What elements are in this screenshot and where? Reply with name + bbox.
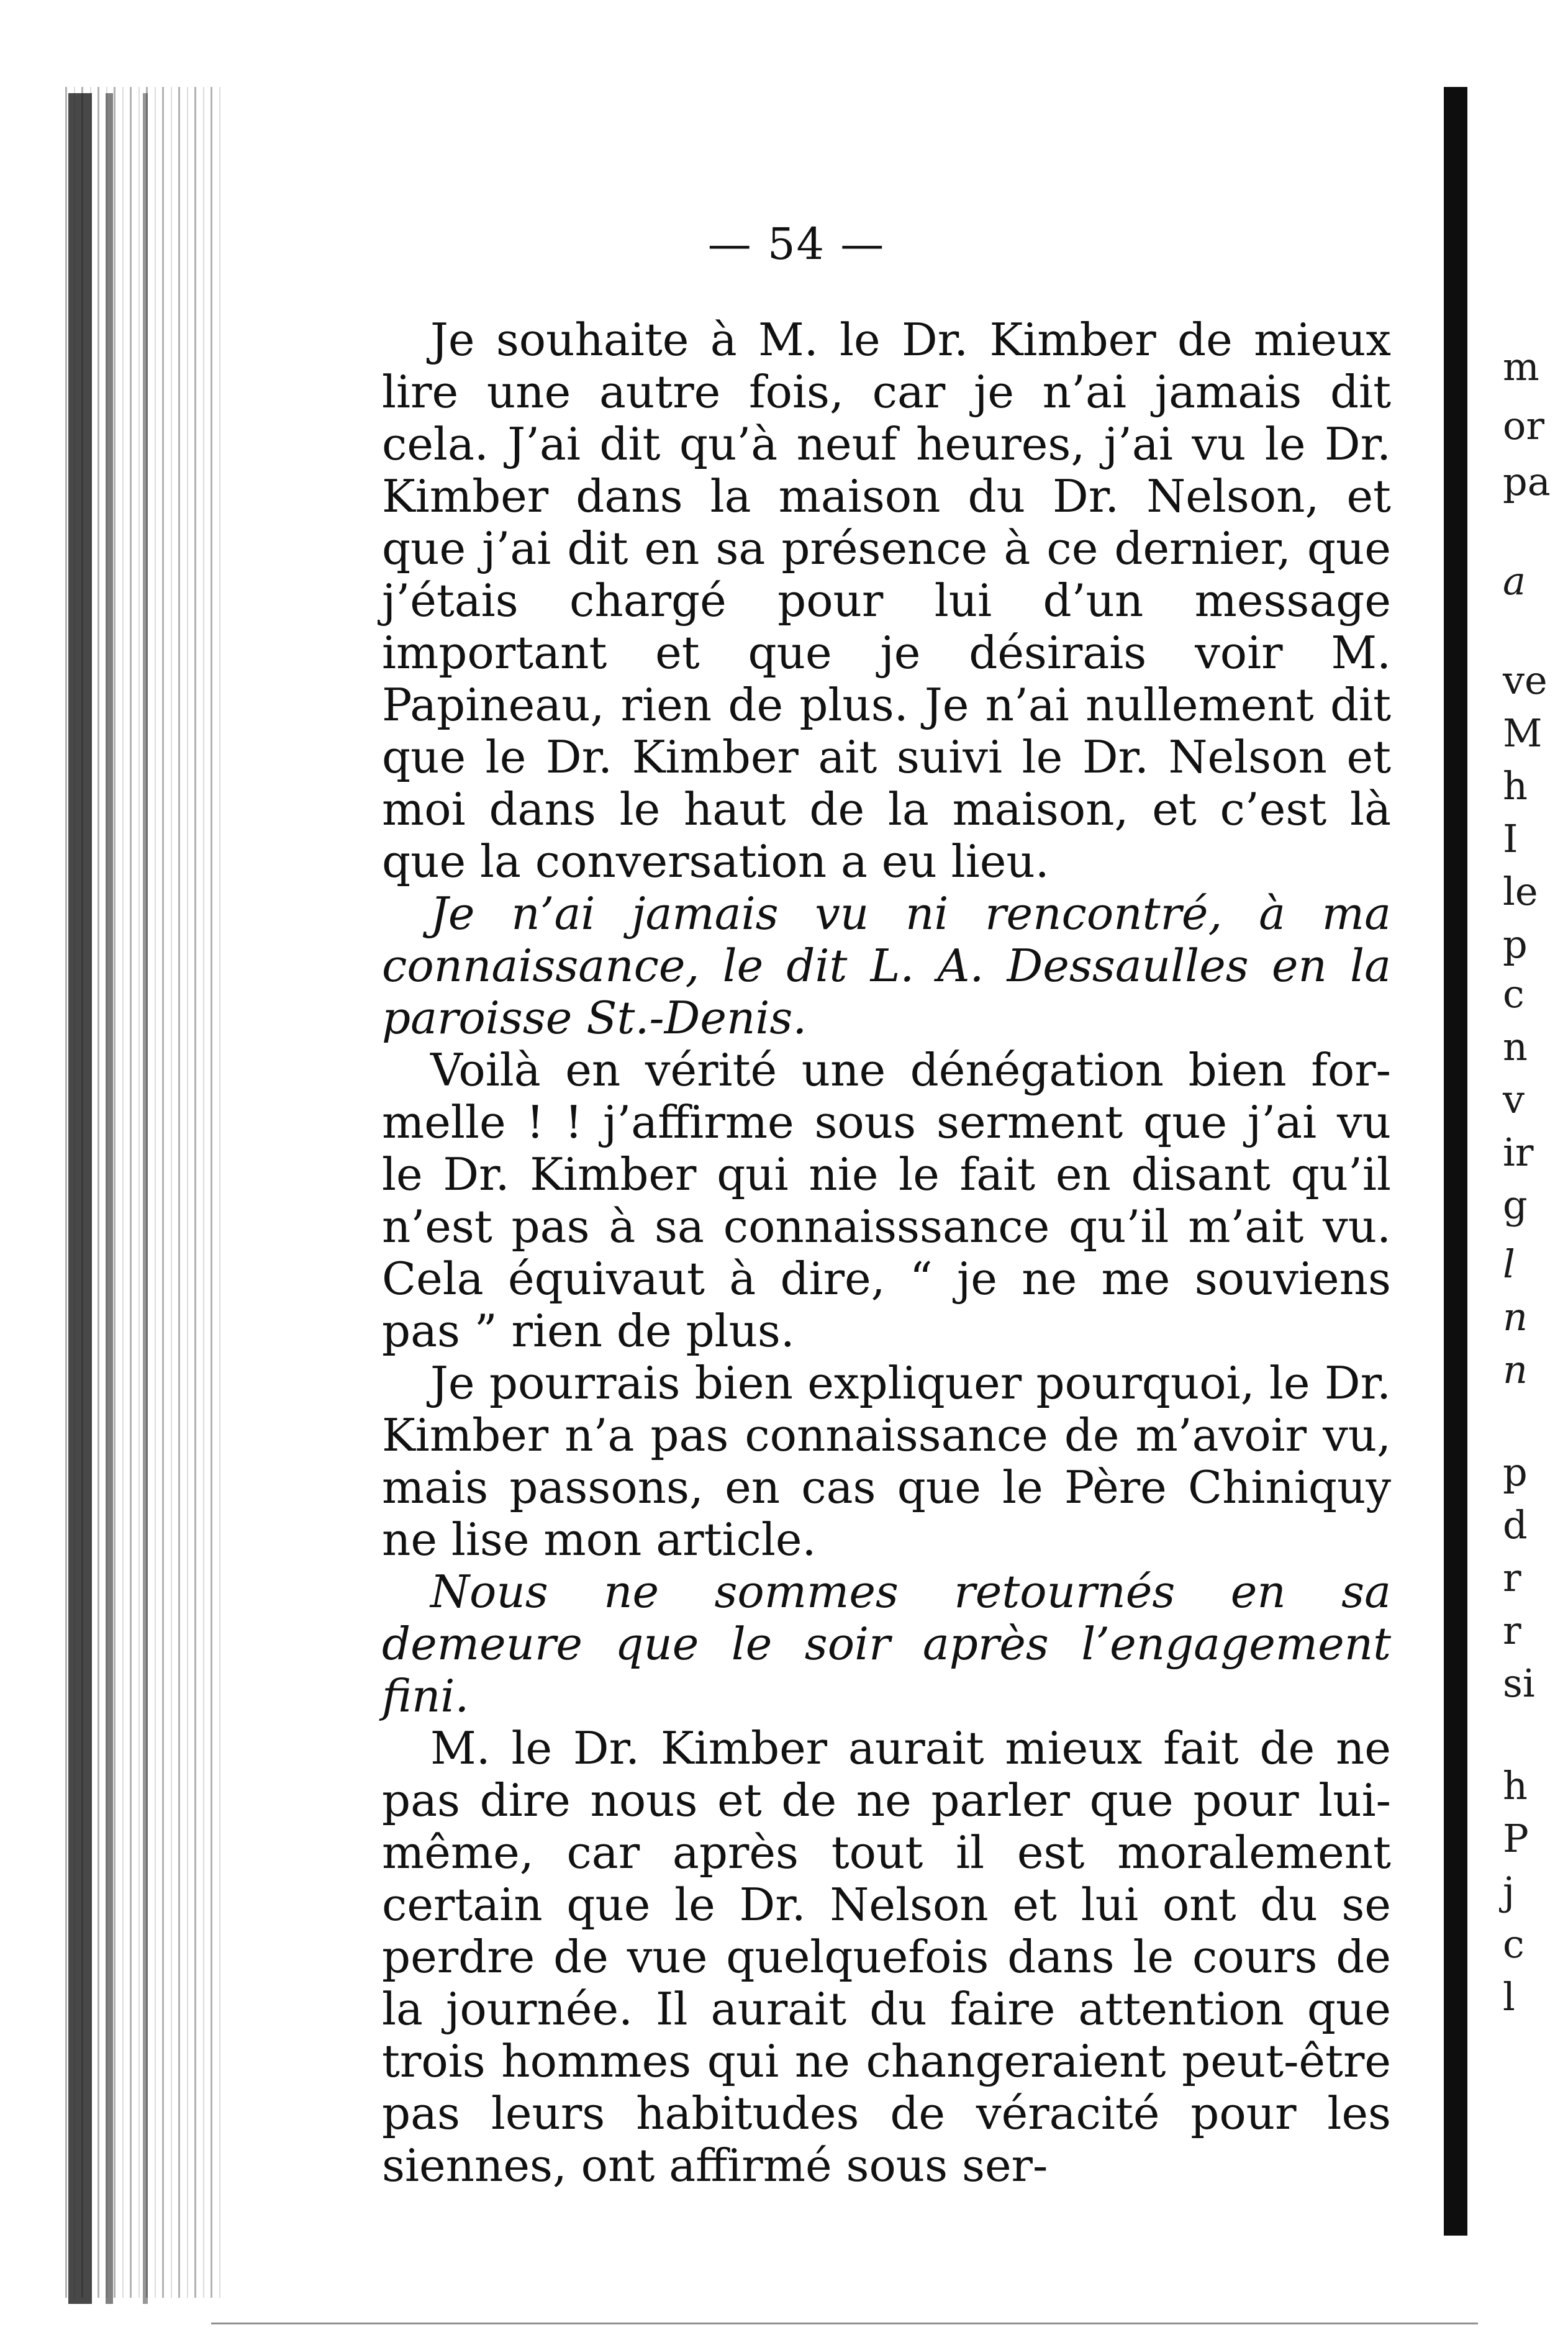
facing-page-fragment: p: [1503, 922, 1528, 967]
facing-page-fragment: c: [1503, 971, 1525, 1017]
facing-page-fragment: r: [1503, 1608, 1521, 1653]
facing-page-fragment: m: [1503, 344, 1539, 389]
facing-page-fragment: h: [1503, 763, 1528, 809]
paragraph: M. le Dr. Kimber aurait mieux fait de ne pas dire nous et de ne parler que pour lui-même, car après tout il est moralement certain que le Dr. Nelson et lui ont du se perdre de vue quelquefois dans le cours de la journée. Il aurait du faire attention que trois hommes qui ne changeraient peut-être pas leurs habitudes de véracité pour les siennes, ont affirmé sous ser-: [382, 1722, 1391, 2192]
facing-page-fragment: l: [1503, 1241, 1515, 1287]
facing-page-fragment: le: [1503, 869, 1538, 914]
facing-page-fragment: ve: [1503, 658, 1548, 703]
binding-edge: [1444, 87, 1467, 2236]
facing-page-fragment: g: [1503, 1182, 1528, 1228]
facing-page-fragment: M: [1503, 710, 1543, 756]
facing-page-fragment: j: [1503, 1869, 1515, 1914]
facing-page-fragment: c: [1503, 1921, 1525, 1967]
scan-gutter-edge: [143, 93, 148, 2304]
facing-page-fragment: p: [1503, 1449, 1528, 1495]
paragraph: Je souhaite à M. le Dr. Kimber de mieux lire une autre fois, car je n’ai jamais dit cela. J’ai dit qu’à neuf heures, j’ai vu le Dr. Kimber dans la maison du Dr. Nelson, et que j’ai dit en sa présence à ce dernier, que j’étais chargé pour lui d’un message important et que je désirais voir M. Papineau, rien de plus. Je n’ai nullement dit que le Dr. Kimber ait suivi le Dr. Nelson et moi dans le haut de la maison, et c’est là que la conversation a eu lieu.: [382, 314, 1391, 887]
facing-page-fragment: l: [1503, 1974, 1515, 2019]
facing-page-fragment: d: [1503, 1502, 1528, 1548]
facing-page-fragment: r: [1503, 1555, 1521, 1600]
facing-page-fragment: n: [1503, 1347, 1528, 1392]
paragraph: Voilà en vérité une dénégation bien formelle ! ! j’affirme sous serment que j’ai vu le Dr. Kimber qui nie le fait en disant qu’il n’est pas à sa connaisssance qu’il m’ait vu. Cela équivaut à dire, “ je ne me souviens pas ” rien de plus.: [382, 1044, 1391, 1357]
facing-page-fragment: ir: [1503, 1130, 1534, 1175]
facing-page-fragment: n: [1503, 1294, 1528, 1339]
facing-page-fragment: a: [1503, 558, 1526, 604]
facing-page-fragment: P: [1503, 1816, 1529, 1861]
facing-page-fragment: I: [1503, 816, 1518, 861]
facing-page-fragment: v: [1503, 1077, 1525, 1122]
page-bottom-edge: [211, 2323, 1478, 2324]
body-text: [382, 314, 1391, 2192]
paragraph-quote: Je n’ai jamais vu ni rencontré, à ma connaissance, le dit L. A. Dessaulles en la paroisse St.-Denis.: [382, 887, 1391, 1044]
paragraph: Je pourrais bien expliquer pourquoi, le Dr. Kimber n’a pas connaissance de m’avoir vu, mais passons, en cas que le Père Chiniquy ne lise mon article.: [382, 1357, 1391, 1566]
page-number: — 54 —: [707, 219, 886, 270]
facing-page-fragment: n: [1503, 1024, 1528, 1069]
facing-page-fragment: si: [1503, 1661, 1535, 1706]
facing-page-fragment: pa: [1503, 459, 1551, 504]
facing-page-fragment: or: [1503, 403, 1544, 448]
scan-gutter-edge: [68, 93, 92, 2304]
scan-gutter-edge: [106, 93, 113, 2304]
paragraph-quote: Nous ne sommes retournés en sa demeure que le soir après l’engagement fini.: [382, 1566, 1391, 1722]
facing-page-fragment: h: [1503, 1763, 1528, 1808]
